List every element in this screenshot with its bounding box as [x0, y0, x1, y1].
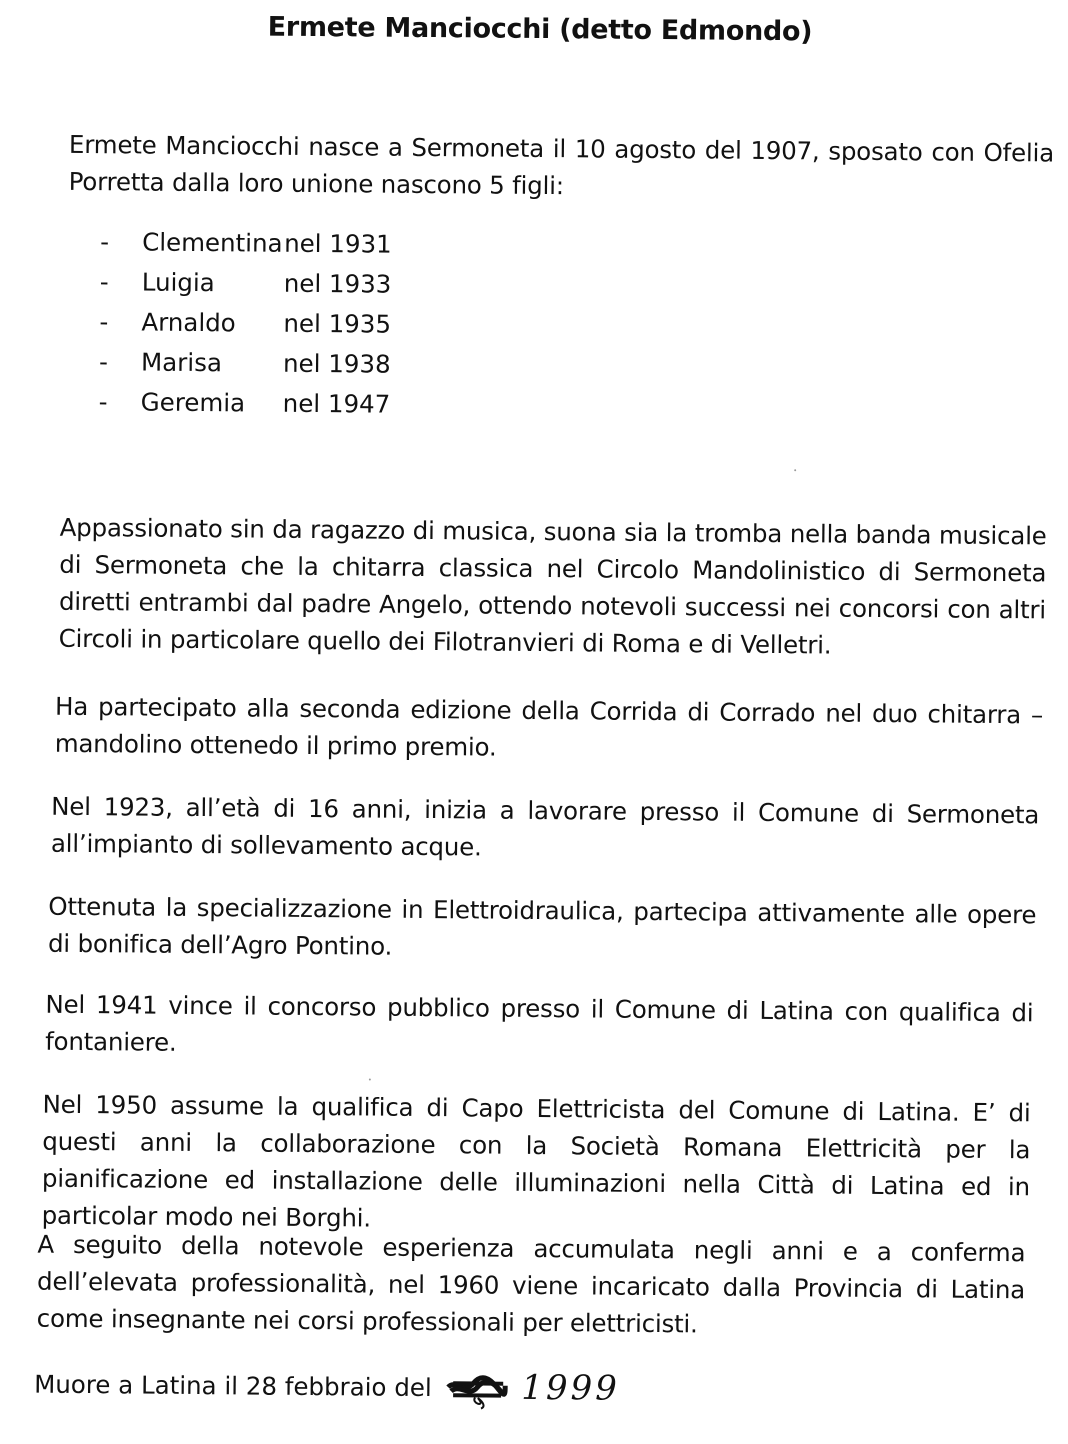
- scan-speck: [794, 469, 796, 471]
- music-paragraph: Appassionato sin da ragazzo di musica, suona sia la tromba nella banda musicale di Sermoneta che la chitarra classica nel Circolo Mandolinistico di Sermoneta diretti entrambi dal padre Angelo, ottendo notevoli successi nei concorsi con altri Circoli in particolare quello dei Filotranvieri di Roma e di Velletri.: [59, 509, 1047, 666]
- child-name: Luigia: [142, 263, 215, 304]
- list-marker: -: [99, 382, 108, 422]
- list-marker: -: [99, 302, 108, 342]
- child-birth-year: nel 1935: [283, 304, 391, 345]
- child-name: Marisa: [141, 343, 222, 384]
- list-marker: -: [100, 262, 109, 302]
- child-name: Geremia: [141, 383, 246, 424]
- children-list: [99, 222, 101, 422]
- death-text: Muore a Latina il 28 febbraio del: [34, 1370, 432, 1402]
- death-line: [34, 1364, 620, 1411]
- electrician-paragraph: Nel 1950 assume la qualifica di Capo Elettricista del Comune di Latina. E’ di questi anni la collaborazione con la Società Romana Elettricità per la pianificazione ed installazione delle illuminazioni nella Città di Latina ed in particolar modo nei Borghi.: [41, 1086, 1030, 1243]
- list-marker: -: [100, 222, 109, 262]
- corrida-paragraph: Ha partecipato alla seconda edizione della Corrida di Corrado nel duo chitarra – mandolino ottenedo il primo premio.: [55, 688, 1044, 771]
- teaching-paragraph: A seguito della notevole esperienza accumulata negli anni e a conferma dell’elevata professionalità, nel 1960 viene incaricato dalla Provincia di Latina come insegnante nei corsi professionali per elettricisti.: [37, 1226, 1026, 1346]
- child-birth-year: nel 1933: [284, 264, 392, 305]
- scribbled-out-year-icon: [445, 1369, 509, 1410]
- specialization-paragraph: Ottenuta la specializzazione in Elettroidraulica, partecipa attivamente alle opere di bonifica dell’Agro Pontino.: [48, 888, 1037, 971]
- child-name: Clementina: [142, 223, 283, 264]
- child-birth-year: nel 1931: [284, 224, 392, 265]
- child-birth-year: nel 1938: [283, 344, 391, 385]
- list-marker: -: [99, 342, 108, 382]
- document-title: Ermete Manciocchi (detto Edmondo): [6, 9, 1068, 49]
- child-name: Arnaldo: [141, 303, 236, 344]
- child-birth-year: nel 1947: [283, 384, 391, 425]
- intro-paragraph: Ermete Manciocchi nasce a Sermoneta il 10 agosto del 1907, sposato con Ofelia Porretta dalla loro unione nascono 5 figli:: [69, 126, 1055, 209]
- work-start-paragraph: Nel 1923, all’età di 16 anni, inizia a lavorare presso il Comune di Sermoneta all’impianto di sollevamento acque.: [51, 788, 1040, 871]
- latina-contest-paragraph: Nel 1941 vince il concorso pubblico presso il Comune di Latina con qualifica di fontaniere.: [45, 986, 1034, 1069]
- scan-speck: [369, 1079, 371, 1081]
- handwritten-death-year: 1999: [521, 1368, 620, 1409]
